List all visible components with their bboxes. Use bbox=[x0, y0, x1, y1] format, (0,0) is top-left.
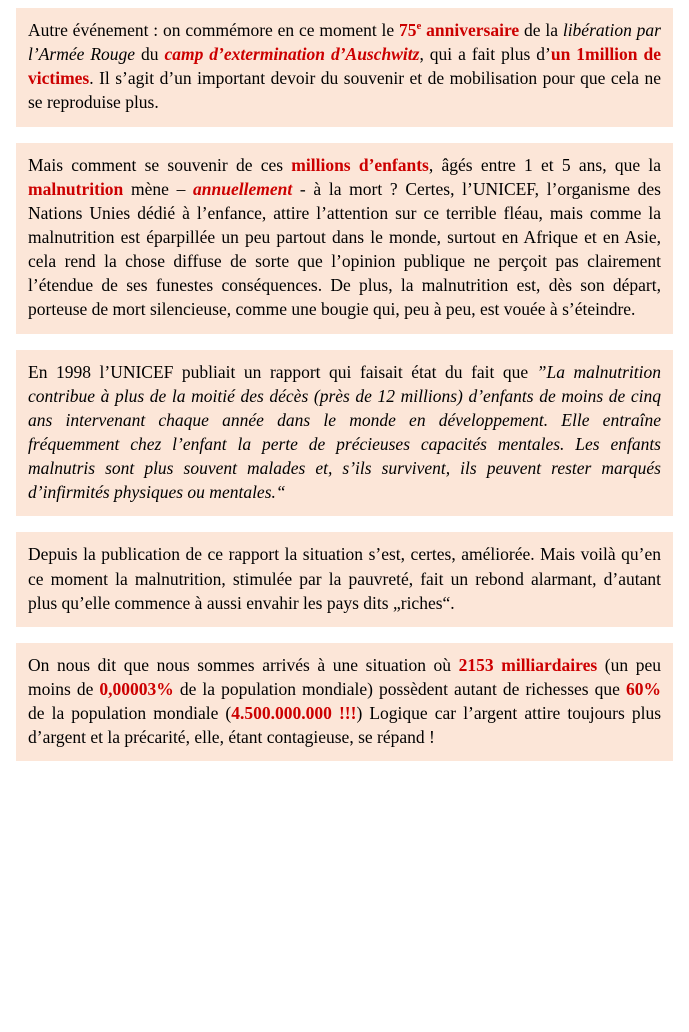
paragraph-1 bbox=[28, 18, 661, 115]
text-run: de la population mondiale) possèdent autant de richesses que bbox=[173, 678, 626, 699]
text-run: - à la mort ? Certes, l’UNICEF, l’organisme des Nations Unies dédié à l’enfance, attire l’attention sur ce terrible fléau, mais comme la malnutrition est éparpillée un peu partout dans le monde, surtout en Afrique et en Asie, cela rend la chose diffuse de sorte que l’opinion publique ne perçoit pas clairement l’étendue de ses funestes conséquences. De plus, la malnutrition est, dès son départ, porteuse de mort silencieuse, comme une bougie qui, peu à peu, est vouée à s’éteindre. bbox=[28, 178, 661, 320]
text-run: du bbox=[135, 44, 165, 65]
paragraph-3 bbox=[28, 360, 661, 505]
highlight-percent-small: 0,00003% bbox=[99, 678, 174, 699]
highlight-malnutrition: malnutrition bbox=[28, 178, 124, 199]
text-run: , qui a fait plus d’ bbox=[419, 44, 551, 65]
text-run: En 1998 l’UNICEF publiait un rapport qui faisait état du fait que bbox=[28, 361, 537, 382]
highlight-victims: un 1million de victimes bbox=[28, 44, 661, 89]
document-page bbox=[0, 8, 689, 761]
paragraph-2 bbox=[28, 153, 661, 322]
text-run: . Il s’agit d’un important devoir du souvenir et de mobilisation pour que cela ne se reproduise plus. bbox=[28, 68, 661, 113]
text-run: de la bbox=[519, 20, 563, 40]
text-run: Autre événement : on commémore en ce moment le bbox=[28, 20, 399, 40]
emphasis-liberation: libération par l’Armée Rouge bbox=[28, 20, 661, 65]
ordinal-suffix: e bbox=[416, 20, 422, 33]
text-run: Mais comment se souvenir de ces bbox=[28, 154, 292, 175]
paragraph-block-1 bbox=[16, 8, 673, 127]
text-run: mène – bbox=[123, 178, 194, 199]
paragraph-block-2 bbox=[16, 143, 673, 334]
text-run: Depuis la publication de ce rapport la situation s’est, certes, améliorée. Mais voilà qu’en ce moment la malnutrition, stimulée par la pauvreté, fait un rebond alarmant, d’autant plus qu’elle commence à aussi envahir les pays dits „riches“. bbox=[28, 544, 661, 613]
highlight-annuellement: annuellement bbox=[193, 178, 293, 199]
text-run: (un peu moins de bbox=[28, 654, 661, 699]
highlight-auschwitz: camp d’extermination d’Auschwitz bbox=[164, 44, 420, 65]
text-run: On nous dit que nous sommes arrivés à une situation où bbox=[28, 654, 459, 675]
paragraph-5 bbox=[28, 653, 661, 750]
text-run: ) Logique car l’argent attire toujours plus d’argent et la précarité, elle, étant contagieuse, se répand ! bbox=[28, 703, 662, 748]
paragraph-4 bbox=[28, 542, 661, 614]
highlight-billionaires: 2153 milliardaires bbox=[458, 654, 598, 675]
text-run: 75 bbox=[399, 20, 417, 40]
highlight-population-count: 4.500.000.000 !!! bbox=[231, 703, 357, 724]
highlight-percent-sixty: 60% bbox=[625, 678, 661, 699]
highlight-anniversary bbox=[399, 20, 519, 40]
text-run: anniversaire bbox=[421, 20, 520, 40]
quote-unicef-report: ”La malnutrition contribue à plus de la moitié des décès (près de 12 millions) d’enfants de moins de cinq ans intervenant chaque année dans le monde en développement. Elle entraîne fréquemment chez l’enfant la perte de précieuses capacités mentales. Les enfants malnutris sont plus souvent malades et, s’ils survivent, ils peuvent rester marqués d’infirmités physiques ou mentales.“ bbox=[28, 361, 661, 503]
paragraph-block-4 bbox=[16, 532, 673, 626]
text-run: , âgés entre 1 et 5 ans, que la bbox=[428, 154, 661, 175]
text-run: de la population mondiale ( bbox=[28, 703, 232, 724]
highlight-millions-enfants: millions d’enfants bbox=[291, 154, 429, 175]
paragraph-block-3 bbox=[16, 350, 673, 517]
paragraph-block-5 bbox=[16, 643, 673, 762]
